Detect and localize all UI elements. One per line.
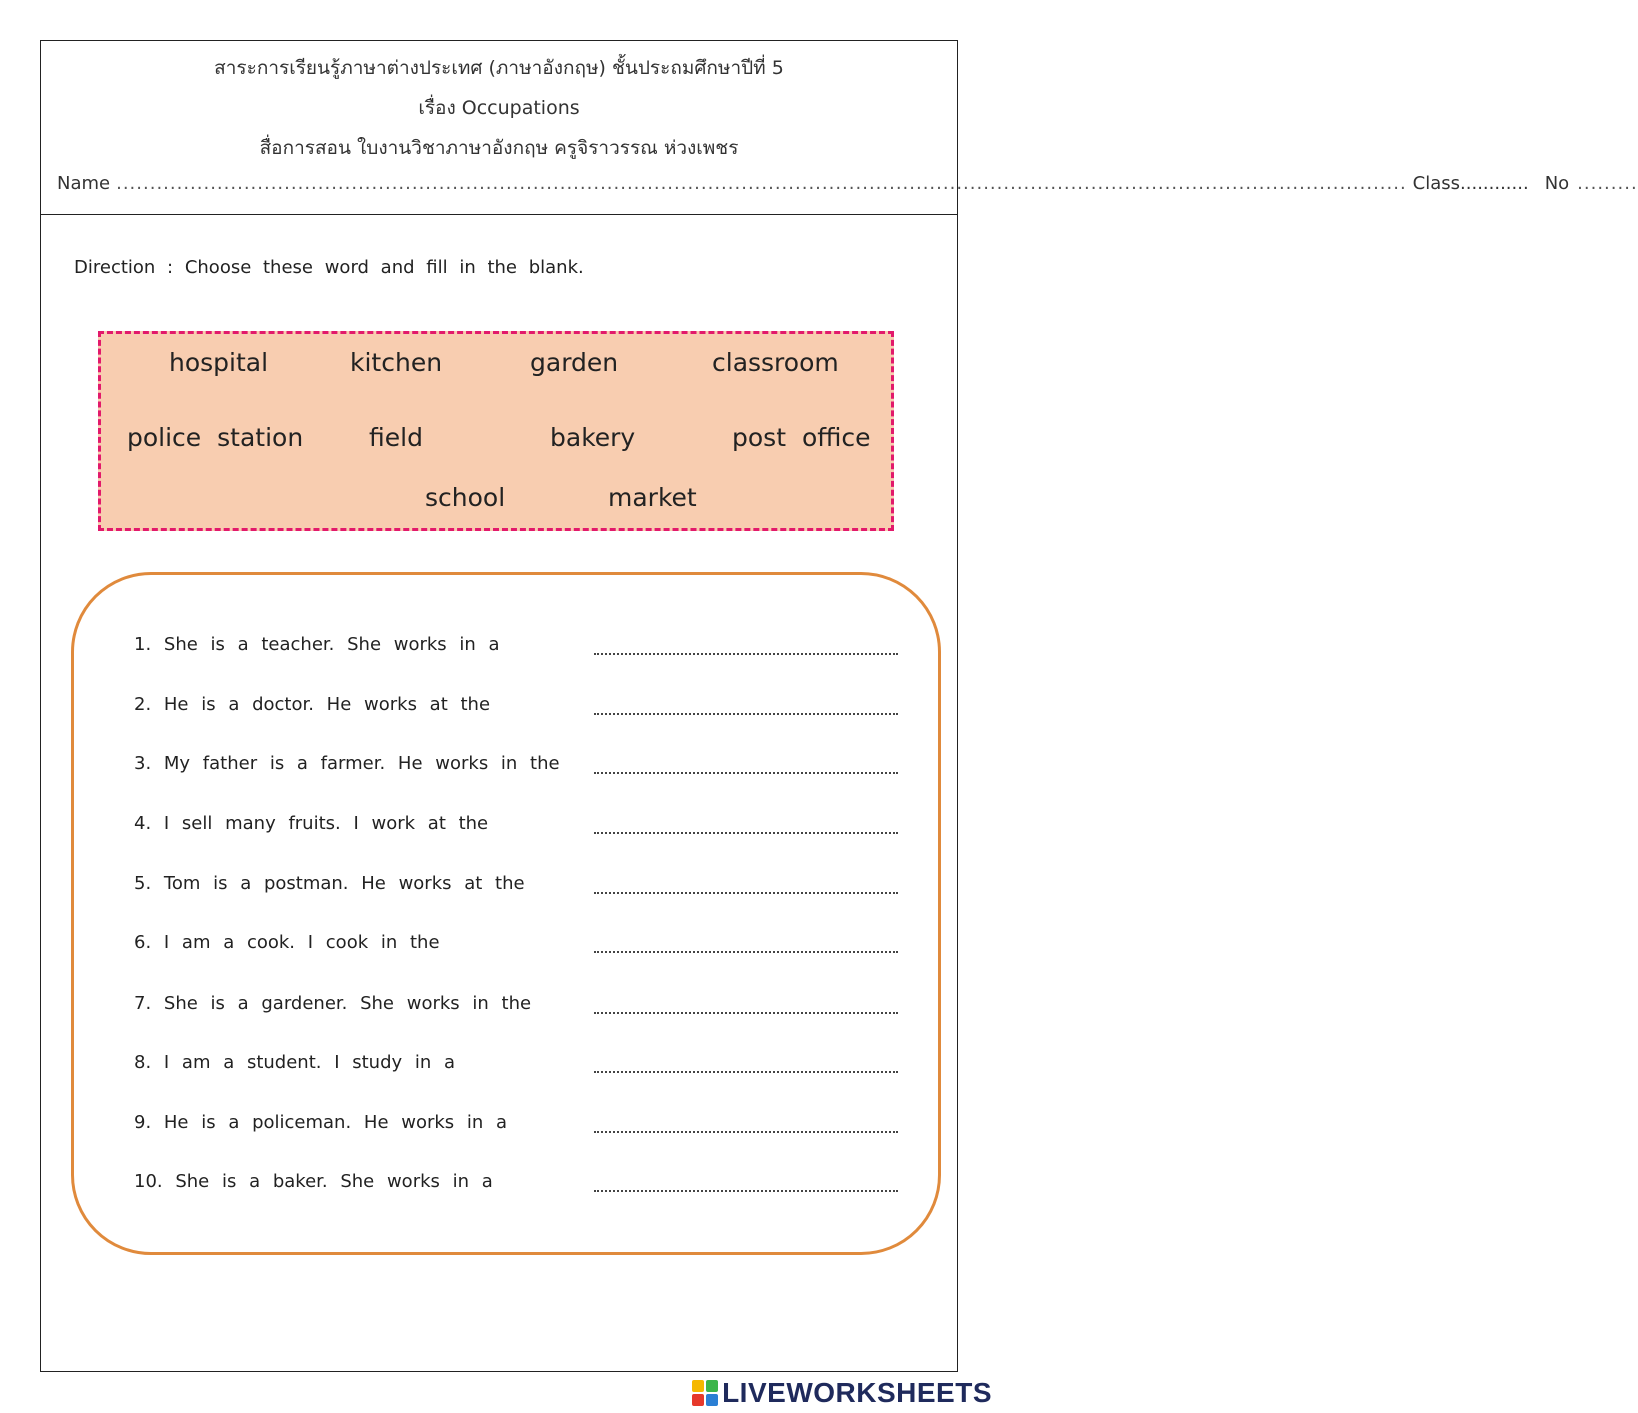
word-bank-item: bakery bbox=[550, 423, 636, 452]
answer-blank-8[interactable] bbox=[594, 1069, 898, 1073]
word-bank-item: field bbox=[369, 423, 423, 452]
topic-line: เรื่อง Occupations bbox=[418, 97, 580, 119]
answer-blank-9[interactable] bbox=[594, 1129, 898, 1133]
word-bank-item: market bbox=[608, 483, 697, 512]
logo-square-icon bbox=[692, 1394, 704, 1406]
word-bank-item: post office bbox=[732, 423, 871, 452]
word-bank-item: hospital bbox=[169, 348, 269, 377]
no-label: No bbox=[1544, 173, 1570, 194]
question-1: 1. She is a teacher. She works in a bbox=[134, 634, 500, 655]
question-2: 2. He is a doctor. He works at the bbox=[134, 694, 491, 715]
brand-text: LIVEWORKSHEETS bbox=[722, 1377, 992, 1408]
liveworksheets-logo bbox=[692, 1376, 992, 1410]
direction-text: Direction : Choose these word and fill in the blank. bbox=[74, 257, 584, 278]
answer-blank-1[interactable] bbox=[594, 651, 898, 655]
worksheet bbox=[40, 40, 1638, 1372]
student-info-row bbox=[57, 173, 1638, 194]
question-9: 9. He is a policeman. He works in a bbox=[134, 1112, 508, 1133]
question-5: 5. Tom is a postman. He works at the bbox=[134, 873, 525, 894]
answer-blank-10[interactable] bbox=[594, 1188, 898, 1192]
word-bank-item: classroom bbox=[712, 348, 839, 377]
logo-square-icon bbox=[692, 1380, 704, 1392]
word-bank-item: kitchen bbox=[350, 348, 443, 377]
no-field[interactable]: ......... bbox=[1577, 173, 1638, 194]
name-label: Name bbox=[57, 173, 111, 194]
name-field[interactable]: ................................................................................................................................................................................................ bbox=[116, 173, 1407, 194]
liveworksheets-icon bbox=[692, 1380, 718, 1406]
question-3: 3. My father is a farmer. He works in the bbox=[134, 753, 560, 774]
word-bank-box bbox=[98, 331, 894, 531]
subject-line: สาระการเรียนรู้ภาษาต่างประเทศ (ภาษาอังกฤษ) ชั้นประถมศึกษาปีที่ 5 bbox=[214, 57, 784, 79]
answer-blank-6[interactable] bbox=[594, 949, 898, 953]
word-bank-item: school bbox=[425, 483, 506, 512]
answer-blank-2[interactable] bbox=[594, 711, 898, 715]
answer-blank-3[interactable] bbox=[594, 770, 898, 774]
class-label[interactable]: Class............ bbox=[1412, 173, 1529, 194]
question-6: 6. I am a cook. I cook in the bbox=[134, 932, 440, 953]
word-bank-item: garden bbox=[530, 348, 619, 377]
question-10: 10. She is a baker. She works in a bbox=[134, 1171, 493, 1192]
logo-square-icon bbox=[706, 1394, 718, 1406]
worksheet-header bbox=[41, 41, 1638, 215]
word-bank-item: police station bbox=[127, 423, 304, 452]
question-8: 8. I am a student. I study in a bbox=[134, 1052, 456, 1073]
questions-box bbox=[71, 572, 941, 1255]
logo-square-icon bbox=[706, 1380, 718, 1392]
answer-blank-5[interactable] bbox=[594, 890, 898, 894]
question-7: 7. She is a gardener. She works in the bbox=[134, 993, 532, 1014]
teacher-line: สื่อการสอน ใบงานวิชาภาษาอังกฤษ ครูจิราวรรณ ห่วงเพชร bbox=[259, 137, 739, 159]
question-4: 4. I sell many fruits. I work at the bbox=[134, 813, 489, 834]
answer-blank-7[interactable] bbox=[594, 1010, 898, 1014]
answer-blank-4[interactable] bbox=[594, 830, 898, 834]
